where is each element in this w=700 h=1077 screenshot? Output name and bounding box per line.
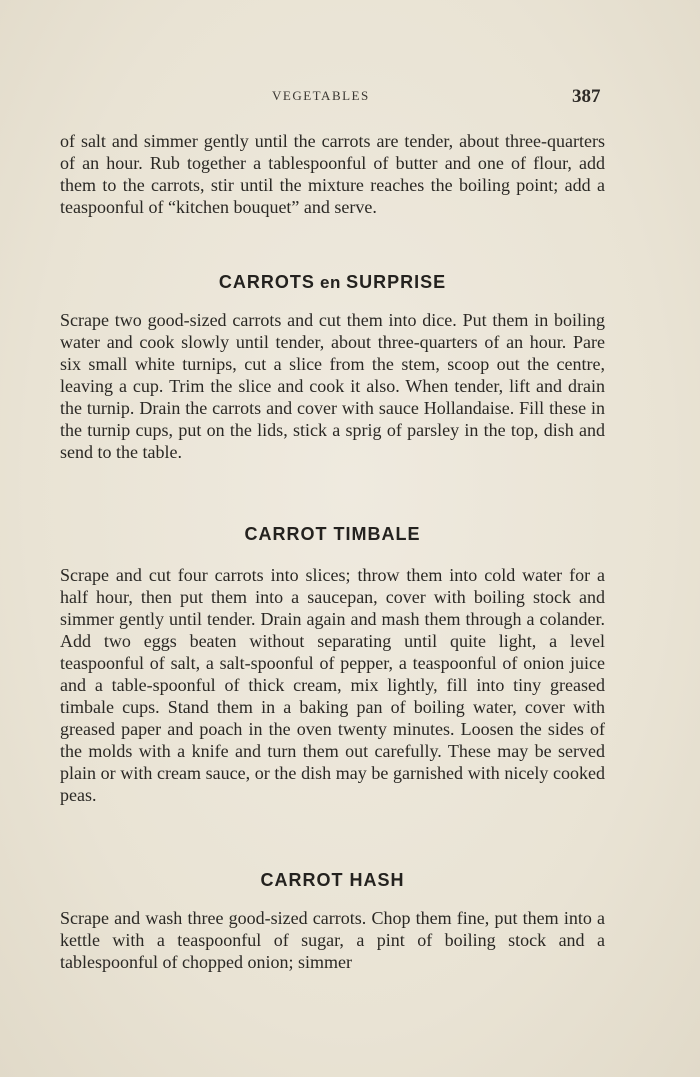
recipe-paragraph-carrots-en-surprise: Scrape two good-sized carrots and cut them into dice. Put them in boiling water and cook slowly until tender, about three-quarters of an hour. Pare six small white turnips, cut a slice from the stem, scoop out the centre, leaving a cup. Trim the slice and cook it also. When tender, lift and drain the turnip. Drain the carrots and cover with sauce Hollandaise. Fill these in the turnip cups, put on the lids, stick a sprig of parsley in the top, dish and send to the table. bbox=[60, 310, 605, 462]
running-head: VEGETABLES bbox=[272, 88, 370, 103]
page-number: 387 bbox=[572, 86, 601, 107]
section-heading-carrot-hash: CARROT HASH bbox=[260, 870, 405, 890]
section-heading-carrot-timbale: CARROT TIMBALE bbox=[244, 524, 421, 544]
recipe-paragraph-carrot-timbale: Scrape and cut four carrots into slices; throw them into cold water for a half hour, then put them into a saucepan, cover with boiling stock and simmer gently until tender. Drain again and mash them through a colander. Add two eggs beaten without separating until quite light, a level teaspoonful of salt, a salt-spoonful of pepper, a teaspoonful of onion juice and a table-spoonful of thick cream, mix lightly, fill into tiny greased timbale cups. Stand them in a baking pan of boiling water, cover with greased paper and poach in the oven twenty minutes. Loosen the sides of the molds with a knife and turn them out carefully. These may be served plain or with cream sauce, or the dish may be garnished with nicely cooked peas. bbox=[60, 565, 605, 805]
heading-part: en bbox=[314, 273, 347, 292]
intro-paragraph: of salt and simmer gently until the carrots are tender, about three-quarters of an hour. Rub together a tablespoonful of butter and one of flour, add them to the carrots, stir until the mixture reaches the boiling point; add a teaspoonful of “kitchen bouquet” and serve. bbox=[60, 131, 605, 217]
heading-part: CARROTS bbox=[218, 272, 315, 292]
section-heading-carrots-en-surprise bbox=[60, 272, 605, 293]
recipe-paragraph-carrot-hash: Scrape and wash three good-sized carrots. Chop them fine, put them into a kettle with a teaspoonful of sugar, a pint of boiling stock and a tablespoonful of chopped onion; simmer bbox=[60, 908, 605, 972]
heading-part: SURPRISE bbox=[346, 272, 447, 292]
